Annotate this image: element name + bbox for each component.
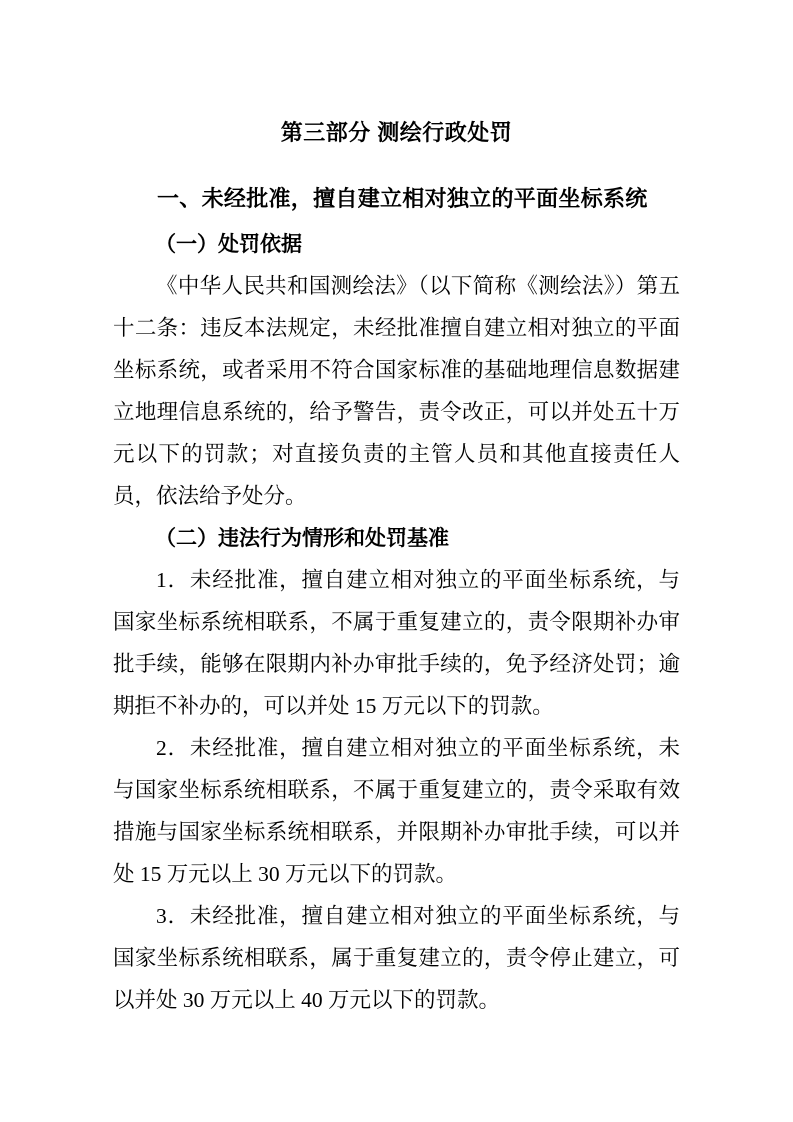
penalty-basis-paragraph: 《中华人民共和国测绘法》（以下简称《测绘法》）第五十二条：违反本法规定，未经批准擅自建立相对独立的平面坐标系统，或者采用不符合国家标准的基础地理信息数据建立地理信息系统的，给予警告，责令改正，可以并处五十万元以下的罚款；对直接负责的主管人员和其他直接责任人员，依法给予处分。 — [113, 274, 680, 508]
subsection-2-heading: （二）违法行为情形和处罚基准 — [155, 526, 449, 550]
section-heading: 一、未经批准，擅自建立相对独立的平面坐标系统 — [157, 186, 648, 211]
penalty-item-1: 1．未经批准，擅自建立相对独立的平面坐标系统，与国家坐标系统相联系，不属于重复建立的，责令限期补办审批手续，能够在限期内补办审批手续的，免予经济处罚；逾期拒不补办的，可以并处 15 万元以下的罚款。 — [113, 568, 680, 718]
penalty-item-2: 2．未经批准，擅自建立相对独立的平面坐标系统，未与国家坐标系统相联系，不属于重复建立的，责令采取有效措施与国家坐标系统相联系，并限期补办审批手续，可以并处 15 万元以上 30 万元以下的罚款。 — [113, 736, 680, 886]
subsection-1-heading: （一）处罚依据 — [155, 232, 302, 256]
document-title: 第三部分 测绘行政处罚 — [280, 120, 513, 145]
penalty-item-3: 3．未经批准，擅自建立相对独立的平面坐标系统，与国家坐标系统相联系，属于重复建立的，责令停止建立，可以并处 30 万元以上 40 万元以下的罚款。 — [113, 904, 680, 1012]
